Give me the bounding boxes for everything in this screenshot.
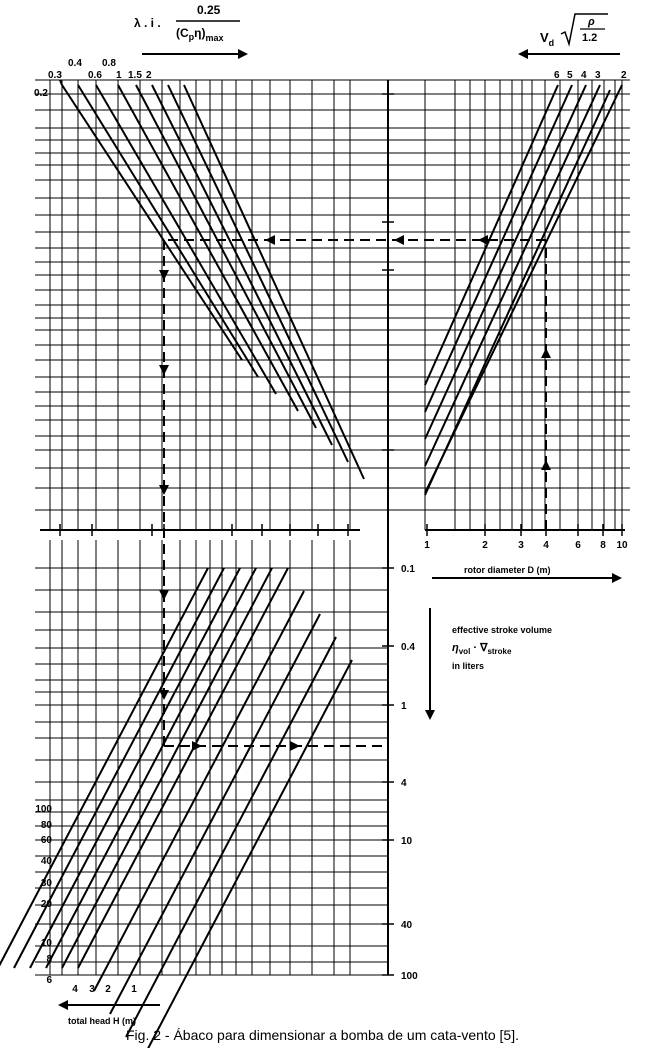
arrow-up-icon xyxy=(541,348,551,358)
tr-label-denominator: 1.2 xyxy=(582,32,598,44)
head-left-label: 80 xyxy=(40,820,52,831)
tl-line-label: 0.6 xyxy=(88,70,102,81)
arrow-left-icon xyxy=(394,235,404,245)
stroke-title-line1: effective stroke volume xyxy=(452,625,553,635)
stroke-tick-label: 10 xyxy=(401,836,413,847)
head-left-label: 40 xyxy=(40,856,52,867)
bottom-left-line-family xyxy=(0,568,352,1048)
tl-fraction-denominator: $(C_p\eta)_{max}$ xyxy=(176,26,224,43)
stroke-tick-label: 0.1 xyxy=(401,564,415,575)
head-bottom-label: 4 xyxy=(72,984,78,995)
head-left-label: 8 xyxy=(46,954,52,965)
arrow-right-icon xyxy=(290,741,300,751)
bottom-left-grid xyxy=(35,540,388,975)
arrow-down-icon xyxy=(159,590,169,600)
rotor-axis-title: rotor diameter D (m) xyxy=(464,565,551,575)
arrow-up-icon xyxy=(541,460,551,470)
rotor-axis-tick-labels xyxy=(424,540,628,551)
bl-family-line xyxy=(110,614,320,1014)
tr-line-label: 2 xyxy=(621,70,627,81)
tr-family-line xyxy=(425,85,558,385)
tr-label-v: $V_d$ xyxy=(540,30,555,48)
tr-line-label: 4 xyxy=(581,70,587,81)
head-left-label: 100 xyxy=(35,804,52,815)
bl-family-line xyxy=(126,637,336,1037)
arrow-down-icon xyxy=(159,365,169,375)
rotor-tick-label: 3 xyxy=(518,540,524,551)
tr-line-label: 3 xyxy=(595,70,601,81)
arrow-down-icon xyxy=(425,710,435,720)
top-right-grid xyxy=(388,80,630,530)
tr-label-rho: ρ xyxy=(588,16,595,28)
tl-family-line xyxy=(62,85,242,360)
tr-family-line xyxy=(425,90,610,495)
rotor-tick-label: 1 xyxy=(424,540,430,551)
stroke-title-line3: in liters xyxy=(452,661,485,671)
arrow-left-icon xyxy=(58,1000,68,1010)
stroke-axis-tick-labels xyxy=(401,564,418,982)
tl-line-label: 1 xyxy=(116,70,122,81)
stroke-tick-label: 4 xyxy=(401,778,407,789)
head-bottom-label: 1 xyxy=(131,984,137,995)
arrow-down-icon xyxy=(159,485,169,495)
head-bottom-label: 2 xyxy=(105,984,111,995)
arrow-down-icon xyxy=(159,690,169,700)
rotor-tick-label: 10 xyxy=(616,540,628,551)
stroke-tick-label: 0.4 xyxy=(401,642,415,653)
tl-corner-label: 0.2 xyxy=(34,88,48,99)
tl-line-label: 0.8 xyxy=(102,58,116,69)
tr-line-label: 6 xyxy=(554,70,560,81)
tl-line-label: 1.5 xyxy=(128,70,142,81)
tl-line-label: 0.3 xyxy=(48,70,62,81)
stroke-title-line2: $\eta_{vol} \cdot \nabla_{stroke}$ xyxy=(452,642,512,656)
head-bottom-label: 3 xyxy=(89,984,95,995)
head-axis-title: total head H (m) xyxy=(68,1016,137,1026)
stroke-tick-label: 1 xyxy=(401,701,407,712)
head-left-label: 6 xyxy=(46,975,52,986)
top-left-line-labels xyxy=(48,58,152,81)
rotor-tick-label: 2 xyxy=(482,540,488,551)
figure-caption: Fig. 2 - Ábaco para dimensionar a bomba de um cata-vento [5]. xyxy=(126,1027,519,1043)
tl-line-label: 2 xyxy=(146,70,152,81)
head-left-label: 60 xyxy=(40,835,52,846)
arrow-left-icon xyxy=(478,235,488,245)
bl-family-line xyxy=(94,591,304,991)
stroke-tick-label: 40 xyxy=(401,920,413,931)
tr-line-label: 5 xyxy=(567,70,573,81)
tl-label-prefix: λ . i . xyxy=(134,16,161,30)
bl-family-line xyxy=(78,568,288,968)
stroke-tick-label: 100 xyxy=(401,971,418,982)
bl-family-line xyxy=(142,660,352,1048)
tl-family-line xyxy=(78,85,258,377)
rotor-tick-label: 6 xyxy=(575,540,581,551)
bl-family-line xyxy=(62,568,272,968)
arrow-right-icon xyxy=(238,49,248,59)
arrow-left-icon xyxy=(518,49,528,59)
head-left-label: 20 xyxy=(40,899,52,910)
arrow-right-icon xyxy=(612,573,622,583)
bl-family-line xyxy=(0,568,208,968)
tl-line-label: 0.4 xyxy=(68,58,82,69)
top-right-line-labels xyxy=(554,70,627,81)
tl-fraction-numerator: 0.25 xyxy=(197,3,221,17)
rotor-tick-label: 8 xyxy=(600,540,606,551)
head-left-label: 30 xyxy=(40,878,52,889)
head-left-label: 10 xyxy=(40,938,52,949)
rotor-tick-label: 4 xyxy=(543,540,549,551)
head-bottom-labels xyxy=(72,984,137,995)
